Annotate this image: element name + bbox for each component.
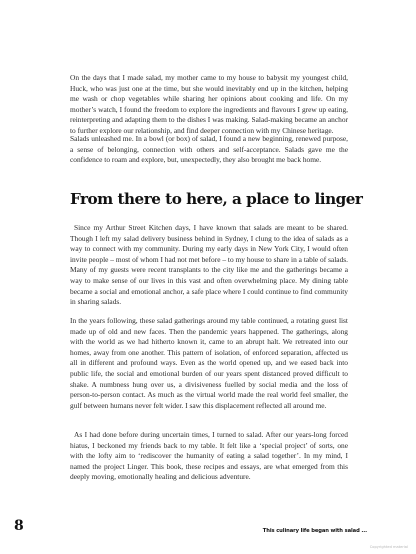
paragraph-salads-unleashed: Salads unleashed me. In a bowl (or box) of salad, I found a new beginning, renewed purpose, a sense of belonging, connection with others and self-acceptance. Salads gave me the confidence to roam and explore, but, unexpectedly, they also brought me back home. xyxy=(70,134,348,165)
page-number: 8 xyxy=(14,518,24,534)
section-heading: From there to here, a place to linger xyxy=(70,190,363,208)
paragraph-linger-project: As I had done before during uncertain times, I turned to salad. After our years-long forced hiatus, I beckoned my friends back to my table. It felt like a ‘special project’ of sorts, one with the lofty aim to ‘rediscover the humanity of eating a salad together’. In my mind, I named the project Linger. This book, these recipes and essays, are what emerged from this deeply moving, emotionally healing and delicious adventure. xyxy=(70,430,348,482)
paragraph-pandemic-years: In the years following, these salad gatherings around my table continued, a rotating guest list made up of old and new faces. Then the pandemic years happened. The gatherings, along with the world as we had hitherto known it, came to an abrupt halt. We retreated into our homes, away from one another. This pattern of isolation, of enforced separation, affected us all in different and profound ways. Even as the world opened up, and we eased back into public life, the social and emotional burden of our years spent distanced proved difficult to shake. A numbness hung over us, a divisiveness fuelled by social media and the loss of person-to-person contact. As much as the virtual world made the real world feel smaller, the gulf between humans never felt wider. I saw this displacement reflected all around me. xyxy=(70,316,348,410)
paragraph-arthur-street: Since my Arthur Street Kitchen days, I have known that salads are meant to be shared. Though I left my salad delivery business behind in Sydney, I clung to the idea of salads as a way to connect with my community. During my early days in New York City, I would often invite people – most of whom I had not met before – to my house to share in a table of salads. Many of my guests were recent transplants to the city like me and the gatherings became a way to make sense of our lives in this vast and often overwhelming place. My dining table became a social and emotional anchor, a safe place where I could continue to find community in sharing salads. xyxy=(70,223,348,307)
running-footer-title: This culinary life began with salad ... xyxy=(262,528,367,534)
paragraph-mother-babysitting: On the days that I made salad, my mother came to my house to babysit my youngest child, Huck, who was just one at the time, but she would inevitably end up in the kitchen, helping me wash or chop vegetables while sharing her opinions about cooking and life. On my mother’s watch, I found the freedom to explore the ingredients and flavours I grew up eating, reinterpreting and adapting them to the dishes I was making. Salad-making became an anchor to further explore our relationship, and find deeper connection with my Chinese heritage. xyxy=(70,73,348,135)
copyright-watermark: Copyrighted material xyxy=(369,545,408,549)
